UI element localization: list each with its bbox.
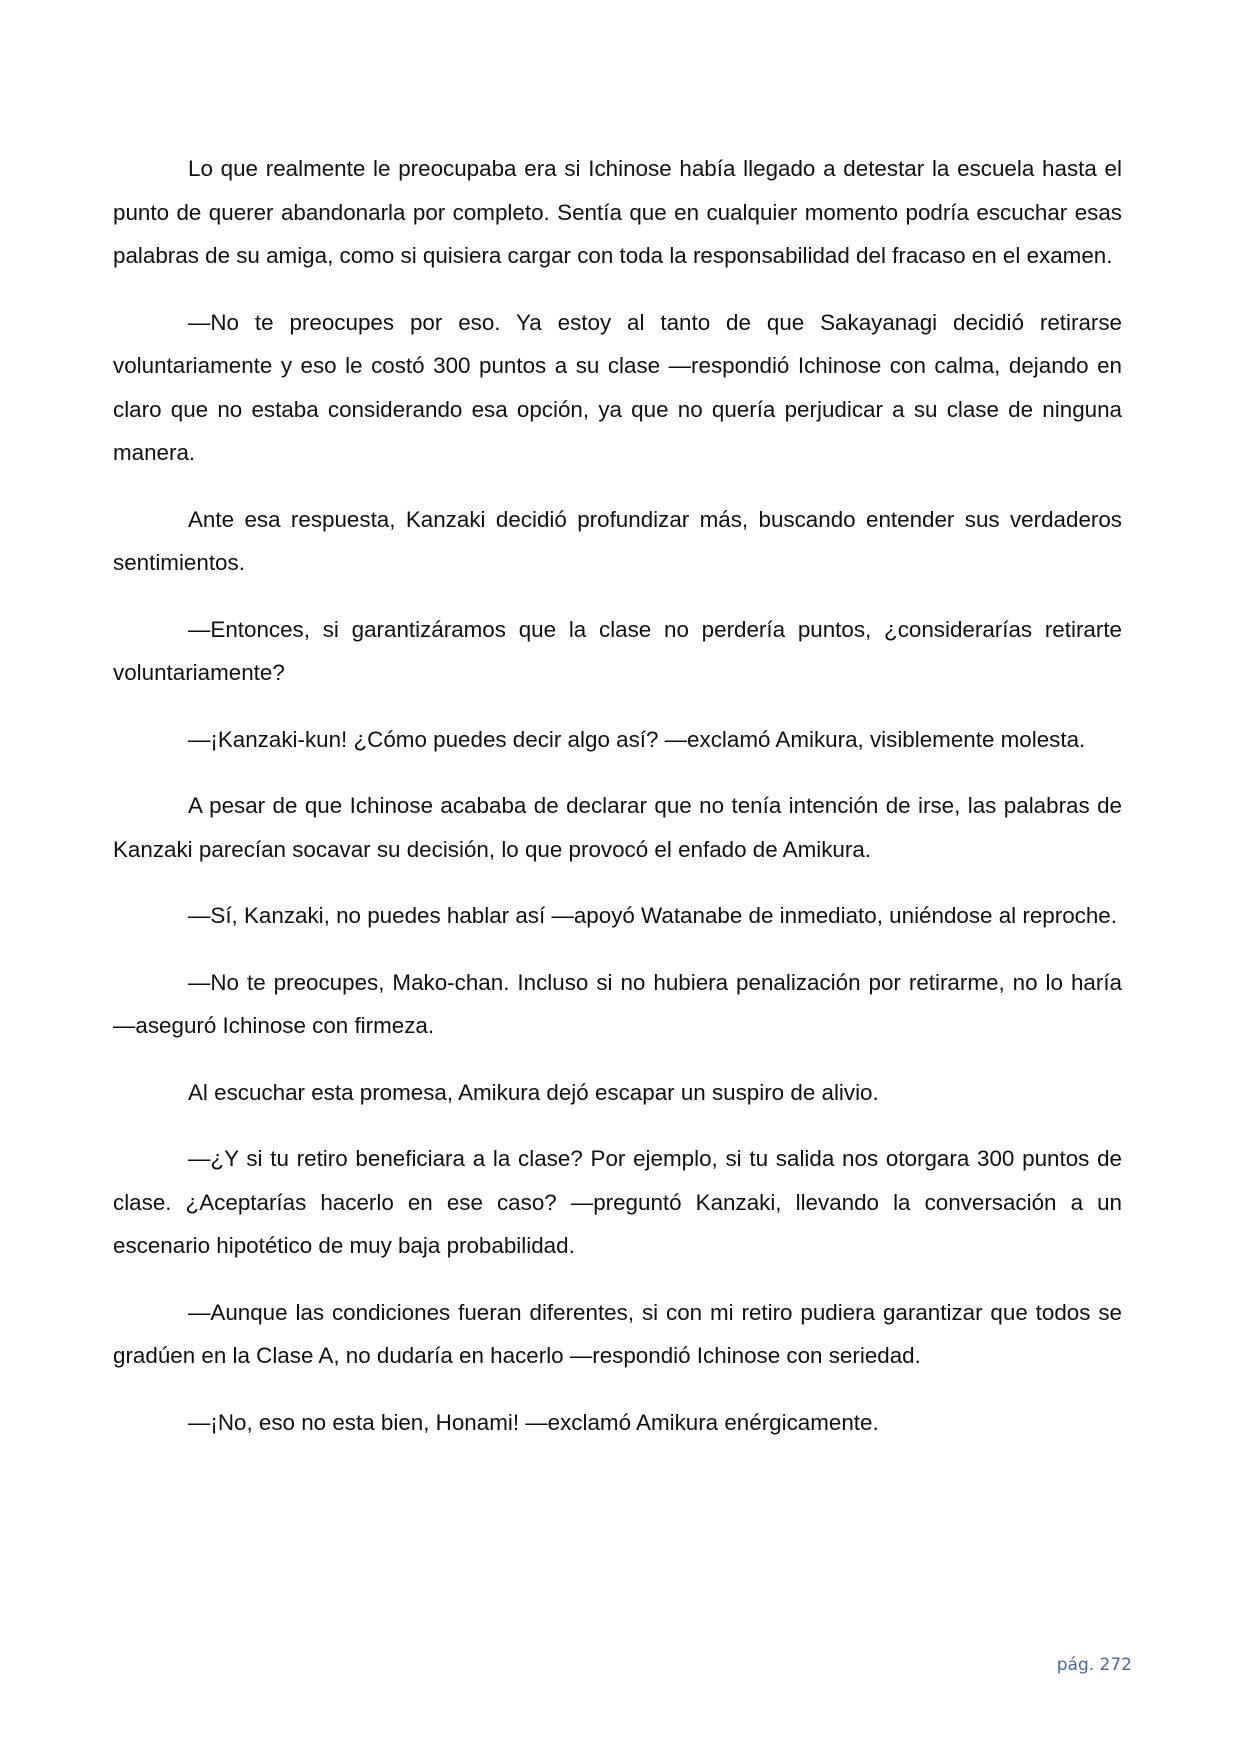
page-number: pág. 272 — [1056, 1655, 1132, 1675]
paragraph: —¡Kanzaki-kun! ¿Cómo puedes decir algo así? —exclamó Amikura, visiblemente molesta. — [188, 726, 1086, 752]
paragraph: —Aunque las condiciones fueran diferentes, si con mi retiro pudiera garantizar que todos se gradúen en la Clase A, no dudaría en hacerlo —respondió Ichinose con seriedad. — [113, 1299, 1122, 1368]
paragraph: —Entonces, si garantizáramos que la clase no perdería puntos, ¿considerarías retirarte voluntariamente? — [113, 616, 1122, 685]
paragraph: —Sí, Kanzaki, no puedes hablar así —apoyó Watanabe de inmediato, uniéndose al reproche. — [188, 903, 1117, 928]
paragraph: Lo que realmente le preocupaba era si Ichinose había llegado a detestar la escuela hasta el punto de querer abandonarla por completo. Sentía que en cualquier momento podría escuchar esas palabras de su amiga, como si quisiera cargar con toda la responsabilidad del fracaso en el examen. — [113, 156, 1122, 268]
paragraph: A pesar de que Ichinose acababa de declarar que no tenía intención de irse, las palabras de Kanzaki parecían socavar su decisión, lo que provocó el enfado de Amikura. — [113, 793, 1122, 862]
paragraph: —¡No, eso no esta bien, Honami! —exclamó Amikura enérgicamente. — [188, 1409, 879, 1435]
paragraph: Al escuchar esta promesa, Amikura dejó escapar un suspiro de alivio. — [188, 1079, 879, 1105]
paragraph: Ante esa respuesta, Kanzaki decidió profundizar más, buscando entender sus verdaderos sentimientos. — [113, 506, 1122, 575]
document-body — [113, 147, 1122, 1467]
paragraph: —No te preocupes por eso. Ya estoy al tanto de que Sakayanagi decidió retirarse voluntariamente y eso le costó 300 puntos a su clase —respondió Ichinose con calma, dejando en claro que no estaba considerando esa opción, ya que no quería perjudicar a su clase de ninguna manera. — [113, 309, 1122, 465]
paragraph: —No te preocupes, Mako-chan. Incluso si no hubiera penalización por retirarme, no lo haría —aseguró Ichinose con firmeza. — [113, 969, 1122, 1038]
paragraph: —¿Y si tu retiro beneficiara a la clase? Por ejemplo, si tu salida nos otorgara 300 puntos de clase. ¿Aceptarías hacerlo en ese caso? —preguntó Kanzaki, llevando la conversación a un escenario hipotético de muy baja probabilidad. — [113, 1146, 1122, 1258]
